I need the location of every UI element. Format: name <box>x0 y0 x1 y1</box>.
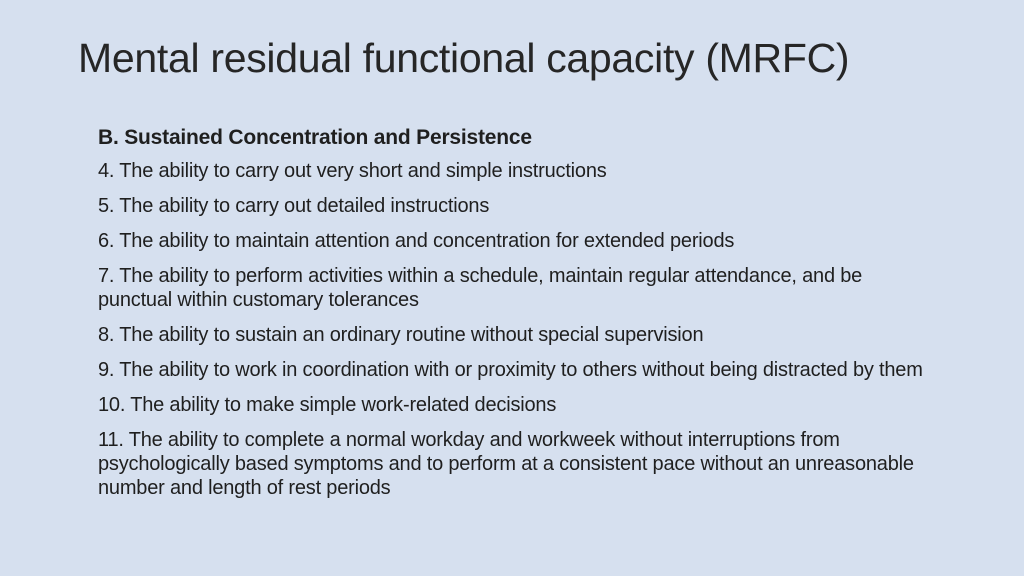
list-item-8: 8. The ability to sustain an ordinary routine without special supervision <box>98 324 704 346</box>
section-heading: B. Sustained Concentration and Persistence <box>98 126 532 149</box>
list-item-7: 7. The ability to perform activities within a schedule, maintain regular attendance, and be punctual within customary tolerances <box>98 265 863 311</box>
list-item-11: 11. The ability to complete a normal workday and workweek without interruptions from psychologically based symptoms and to perform at a consistent pace without an unreasonable number and length of rest periods <box>98 429 914 499</box>
list-item-10: 10. The ability to make simple work-related decisions <box>98 394 557 416</box>
list-item-6: 6. The ability to maintain attention and concentration for extended periods <box>98 230 735 252</box>
slide-content <box>98 124 938 511</box>
list-item-4: 4. The ability to carry out very short and simple instructions <box>98 160 607 182</box>
list-item-5: 5. The ability to carry out detailed instructions <box>98 195 490 217</box>
list-item-9: 9. The ability to work in coordination with or proximity to others without being distracted by them <box>98 359 923 381</box>
slide-title: Mental residual functional capacity (MRFC) <box>78 35 850 81</box>
